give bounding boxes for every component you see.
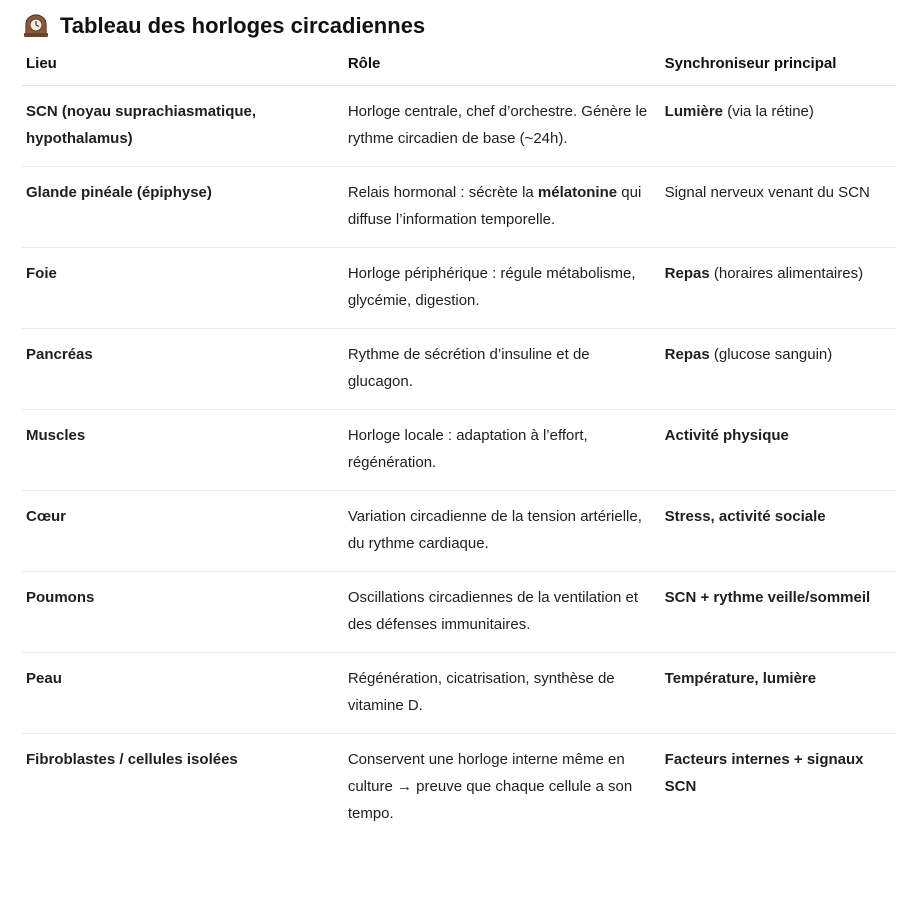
cell-synchroniseur <box>661 491 896 572</box>
cell-lieu: Cœur <box>22 491 344 572</box>
cell-lieu: Poumons <box>22 572 344 653</box>
cell-lieu: Fibroblastes / cellules isolées <box>26 751 238 768</box>
cell-synchroniseur <box>661 734 896 842</box>
cell-role <box>344 86 661 167</box>
table-body <box>22 86 896 842</box>
cell-synchroniseur <box>661 572 896 653</box>
clocks-table <box>22 48 896 841</box>
table-row <box>22 86 896 167</box>
cell-role <box>344 734 661 842</box>
cell-role <box>344 167 661 248</box>
text-segment: Horloge centrale, chef d’orchestre. Génère le rythme circadien de base (~24h). <box>347 103 648 147</box>
table-row <box>22 329 896 410</box>
text-segment: Variation circadienne de la tension artérielle, du rythme cardiaque. <box>347 508 642 552</box>
text-segment: Relais hormonal : sécrète la <box>347 184 538 201</box>
cell-lieu: Pancréas <box>22 329 344 410</box>
text-segment: Repas <box>664 265 710 282</box>
cell-lieu: Muscles <box>22 410 344 491</box>
text-segment: Stress, activité sociale <box>664 508 826 525</box>
text-segment: Rythme de sécrétion d’insuline et de glucagon. <box>347 346 590 390</box>
text-segment: Activité physique <box>664 427 789 444</box>
cell-synchroniseur <box>661 329 896 410</box>
table-row <box>22 653 896 734</box>
table-row <box>22 167 896 248</box>
text-segment: Oscillations circadiennes de la ventilation et des défenses immunitaires. <box>347 589 638 633</box>
cell-lieu: Peau <box>22 653 344 734</box>
table-row <box>22 572 896 653</box>
cell-lieu: SCN (noyau suprachiasmatique, hypothalamus) <box>22 86 344 167</box>
cell-synchroniseur <box>661 410 896 491</box>
text-segment: (glucose sanguin) <box>709 346 833 363</box>
cell-synchroniseur <box>661 653 896 734</box>
text-segment: Lumière <box>664 103 724 120</box>
cell-synchroniseur <box>661 167 896 248</box>
title-text: Tableau des horloges circadiennes <box>60 13 426 38</box>
text-segment: Facteurs internes + signaux SCN <box>664 751 864 795</box>
cell-role <box>344 572 661 653</box>
text-segment: mélatonine <box>537 184 618 201</box>
cell-synchroniseur <box>661 86 896 167</box>
table-row <box>22 734 896 842</box>
cell-role <box>344 491 661 572</box>
text-segment: Régénération, cicatrisation, synthèse de vitamine D. <box>347 670 615 714</box>
table-row <box>22 410 896 491</box>
text-segment: Conservent une horloge interne même en culture → preuve que chaque cellule a son tempo. <box>347 751 633 822</box>
table-header-row <box>22 48 896 86</box>
table-row <box>22 248 896 329</box>
table-row <box>22 491 896 572</box>
text-segment: Température, lumière <box>664 670 817 687</box>
text-segment: (via la rétine) <box>723 103 814 120</box>
cell-role <box>344 248 661 329</box>
column-header-synchroniseur: Synchroniseur principal <box>661 48 896 86</box>
text-segment: Signal nerveux venant du SCN <box>664 184 870 201</box>
column-header-lieu: Lieu <box>22 48 344 86</box>
cell-lieu: Foie <box>22 248 344 329</box>
cell-synchroniseur <box>661 248 896 329</box>
mantel-clock-icon <box>22 12 52 40</box>
text-segment: Repas <box>664 346 710 363</box>
cell-role <box>344 410 661 491</box>
text-segment: SCN + rythme veille/sommeil <box>664 589 871 606</box>
text-segment: qui diffuse l’information temporelle. <box>347 184 642 228</box>
cell-role <box>344 653 661 734</box>
cell-lieu: Glande pinéale (épiphyse) <box>22 167 344 248</box>
text-segment: Horloge périphérique : régule métabolisme, glycémie, digestion. <box>347 265 636 309</box>
column-header-role: Rôle <box>344 48 661 86</box>
text-segment: Horloge locale : adaptation à l’effort, régénération. <box>347 427 588 471</box>
cell-role <box>344 329 661 410</box>
page-title <box>22 12 425 40</box>
text-segment: (horaires alimentaires) <box>709 265 864 282</box>
